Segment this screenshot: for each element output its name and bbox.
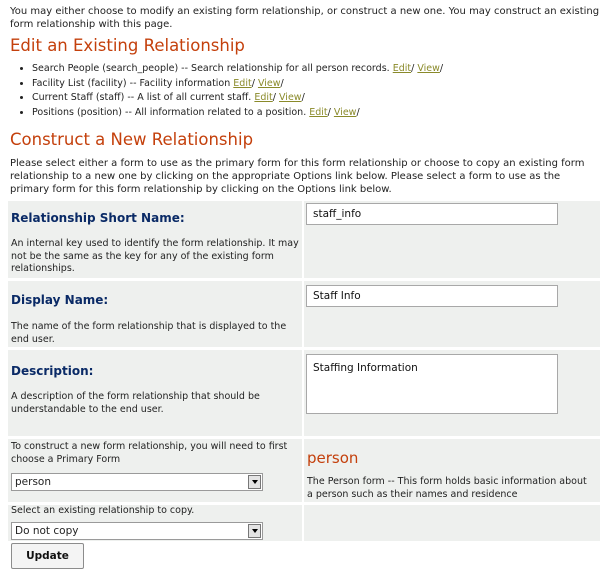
short-name-help: An internal key used to identify the form relationship. It may not be the same as the key for any of the existing form relationships. bbox=[11, 238, 299, 274]
display-name-input[interactable]: Staff Info bbox=[306, 285, 558, 307]
primary-form-info-cell bbox=[304, 439, 600, 502]
copy-cell bbox=[8, 505, 302, 541]
construct-section-title: Construct a New Relationship bbox=[10, 130, 254, 149]
copy-label: Select an existing relationship to copy. bbox=[11, 505, 195, 516]
description-input-cell bbox=[304, 350, 600, 436]
primary-form-selected: person bbox=[15, 476, 51, 488]
edit-section-title: Edit an Existing Relationship bbox=[10, 36, 245, 55]
construct-description: Please select either a form to use as the primary form for this form relationship or choose to copy an existing form relationship to a new one by clicking on the appropriate Options link below. Please select a form to use as the primary form for this form relationship by clicking on the Options link below. bbox=[10, 158, 585, 195]
dropdown-arrow-icon[interactable] bbox=[248, 475, 261, 489]
relationship-text: Positions (position) -- All information related to a position. bbox=[32, 106, 307, 118]
list-item: • Current Staff (staff) -- A list of all current staff. Edit/ View/ bbox=[32, 91, 592, 106]
existing-relationships-list bbox=[20, 62, 592, 120]
relationship-text: Search People (search_people) -- Search relationship for all person records. bbox=[32, 63, 390, 74]
display-name-input-cell bbox=[304, 281, 600, 347]
intro-text: You may either choose to modify an existing form relationship, or construct a new one. You may construct an existing form relationship with this page. bbox=[10, 6, 600, 30]
short-name-input-cell bbox=[304, 201, 600, 278]
list-item: • Facility List (facility) -- Facility information Edit/ View/ bbox=[32, 77, 592, 92]
primary-form-label: To construct a new form relationship, you will need to first choose a Primary Form bbox=[11, 441, 288, 465]
description-textarea[interactable]: Staffing Information bbox=[306, 354, 558, 414]
dropdown-arrow-icon[interactable] bbox=[248, 524, 261, 538]
display-name-label: Display Name: bbox=[11, 293, 109, 307]
primary-form-info-desc: The Person form -- This form holds basic information about a person such as their names and residence bbox=[307, 476, 587, 500]
short-name-label-cell bbox=[8, 201, 302, 278]
primary-form-cell bbox=[8, 439, 302, 502]
view-link[interactable]: View bbox=[257, 77, 281, 89]
copy-selected: Do not copy bbox=[15, 525, 79, 537]
display-name-label-cell bbox=[8, 281, 302, 347]
list-item: • Search People (search_people) -- Search relationship for all person records. Edit/ View/ bbox=[32, 62, 592, 77]
relationship-text: Facility List (facility) -- Facility information bbox=[32, 77, 231, 89]
view-link[interactable]: View bbox=[279, 92, 302, 103]
update-button[interactable]: Update bbox=[11, 543, 84, 569]
short-name-input[interactable]: staff_info bbox=[306, 203, 558, 225]
view-link[interactable]: View bbox=[417, 63, 440, 74]
description-label-cell bbox=[8, 350, 302, 436]
display-name-help: The name of the form relationship that is displayed to the end user. bbox=[11, 321, 287, 345]
view-link[interactable]: View bbox=[333, 106, 357, 118]
description-help: A description of the form relationship that should be understandable to the end user. bbox=[11, 391, 260, 415]
copy-empty-cell bbox=[304, 505, 600, 541]
short-name-label: Relationship Short Name: bbox=[11, 211, 185, 225]
edit-link[interactable]: Edit bbox=[392, 63, 412, 74]
primary-form-select[interactable] bbox=[11, 473, 263, 491]
primary-form-info-title: person bbox=[307, 449, 359, 467]
description-label: Description: bbox=[11, 364, 94, 378]
edit-link[interactable]: Edit bbox=[309, 106, 328, 118]
edit-link[interactable]: Edit bbox=[254, 92, 273, 103]
list-item: • Positions (position) -- All information related to a position. Edit/ View/ bbox=[32, 106, 592, 121]
edit-link[interactable]: Edit bbox=[233, 77, 252, 89]
copy-select[interactable] bbox=[11, 522, 263, 540]
relationship-text: Current Staff (staff) -- A list of all current staff. bbox=[32, 92, 252, 103]
